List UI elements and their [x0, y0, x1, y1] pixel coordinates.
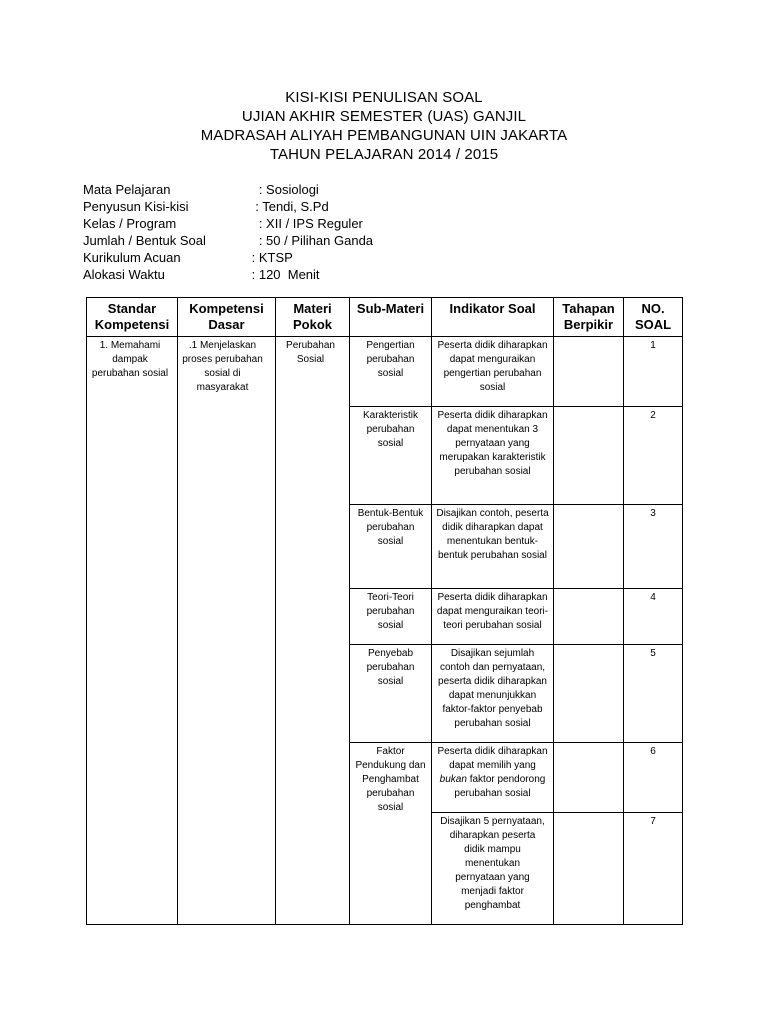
sub-materi-cell: Karakteristik perubahan sosial [350, 407, 432, 505]
tahapan-cell [554, 589, 624, 645]
meta-value: : KTSP [248, 250, 293, 265]
meta-value: : 120 Menit [248, 267, 320, 282]
tahapan-cell [554, 407, 624, 505]
indikator-cell: Disajikan sejumlah contoh dan pernyataan, peserta didik diharapkan dapat menunjukkan faktor-faktor penyebab perubahan sosial [432, 645, 554, 743]
metadata-block [83, 181, 373, 283]
title-line-2: UJIAN AKHIR SEMESTER (UAS) GANJIL [241, 108, 527, 125]
no-soal-cell: 3 [624, 505, 683, 589]
no-soal-cell: 4 [624, 589, 683, 645]
indikator-cell [432, 743, 554, 813]
tahapan-cell [554, 743, 624, 813]
meta-row-author [83, 198, 373, 215]
header-no-soal: NO. SOAL [624, 298, 683, 337]
indikator-text: faktor pendorong perubahan sosial [454, 774, 546, 799]
indikator-cell: Peserta didik diharapkan dapat menguraikan teori-teori perubahan sosial [432, 589, 554, 645]
header-materi: Materi Pokok [276, 298, 350, 337]
tahapan-cell [554, 645, 624, 743]
meta-label: Penyusun Kisi-kisi [83, 199, 189, 214]
no-soal-cell: 7 [624, 813, 683, 925]
meta-label: Alokasi Waktu [83, 267, 165, 282]
no-soal-cell: 1 [624, 337, 683, 407]
meta-row-class [83, 215, 373, 232]
meta-row-questions [83, 232, 373, 249]
meta-label: Mata Pelajaran [83, 182, 171, 197]
kompetensi-cell: .1 Menjelaskan proses perubahan sosial di masyarakat [178, 337, 276, 925]
meta-label: Kelas / Program [83, 216, 177, 231]
sub-materi-cell: Faktor Pendukung dan Penghambat perubahan sosial [350, 743, 432, 925]
materi-cell: Perubahan Sosial [276, 337, 350, 925]
table-header-row [87, 298, 683, 337]
meta-value: : XII / IPS Reguler [248, 216, 363, 231]
sub-materi-cell: Penyebab perubahan sosial [350, 645, 432, 743]
meta-label: Kurikulum Acuan [83, 250, 181, 265]
kisi-kisi-table [86, 297, 683, 925]
title-line-1: KISI-KISI PENULISAN SOAL [285, 89, 483, 106]
standar-cell: 1. Memahami dampak perubahan sosial [87, 337, 178, 925]
tahapan-cell [554, 813, 624, 925]
indikator-cell: Disajikan 5 pernyataan, diharapkan peserta didik mampu menentukan pernyataan yang menjadi faktor penghambat [432, 813, 554, 925]
tahapan-cell [554, 337, 624, 407]
table-row [87, 337, 683, 407]
sub-materi-cell: Pengertian perubahan sosial [350, 337, 432, 407]
indikator-emphasis: bukan [439, 774, 467, 785]
document-title [0, 88, 768, 164]
header-indikator: Indikator Soal [432, 298, 554, 337]
meta-value: : 50 / Pilihan Ganda [248, 233, 374, 248]
meta-value: : Sosiologi [248, 182, 319, 197]
meta-row-time [83, 266, 373, 283]
indikator-text: Peserta didik diharapkan dapat memilih yang [437, 746, 548, 771]
tahapan-cell [554, 505, 624, 589]
header-standar: Standar Kompetensi [87, 298, 178, 337]
sub-materi-cell: Teori-Teori perubahan sosial [350, 589, 432, 645]
title-line-4: TAHUN PELAJARAN 2014 / 2015 [269, 146, 499, 163]
no-soal-cell: 2 [624, 407, 683, 505]
title-line-3: MADRASAH ALIYAH PEMBANGUNAN UIN JAKARTA [200, 127, 568, 144]
header-sub-materi: Sub-Materi [350, 298, 432, 337]
meta-row-curriculum [83, 249, 373, 266]
indikator-cell: Disajikan contoh, peserta didik diharapkan dapat menentukan bentuk-bentuk perubahan sosial [432, 505, 554, 589]
indikator-cell: Peserta didik diharapkan dapat menentukan 3 pernyataan yang merupakan karakteristik perubahan sosial [432, 407, 554, 505]
no-soal-cell: 5 [624, 645, 683, 743]
header-tahapan: Tahapan Berpikir [554, 298, 624, 337]
meta-label: Jumlah / Bentuk Soal [83, 233, 206, 248]
header-kompetensi: Kompetensi Dasar [178, 298, 276, 337]
indikator-cell: Peserta didik diharapkan dapat menguraikan pengertian perubahan sosial [432, 337, 554, 407]
meta-row-subject [83, 181, 373, 198]
meta-value: : Tendi, S.Pd [248, 199, 329, 214]
sub-materi-cell: Bentuk-Bentuk perubahan sosial [350, 505, 432, 589]
no-soal-cell: 6 [624, 743, 683, 813]
